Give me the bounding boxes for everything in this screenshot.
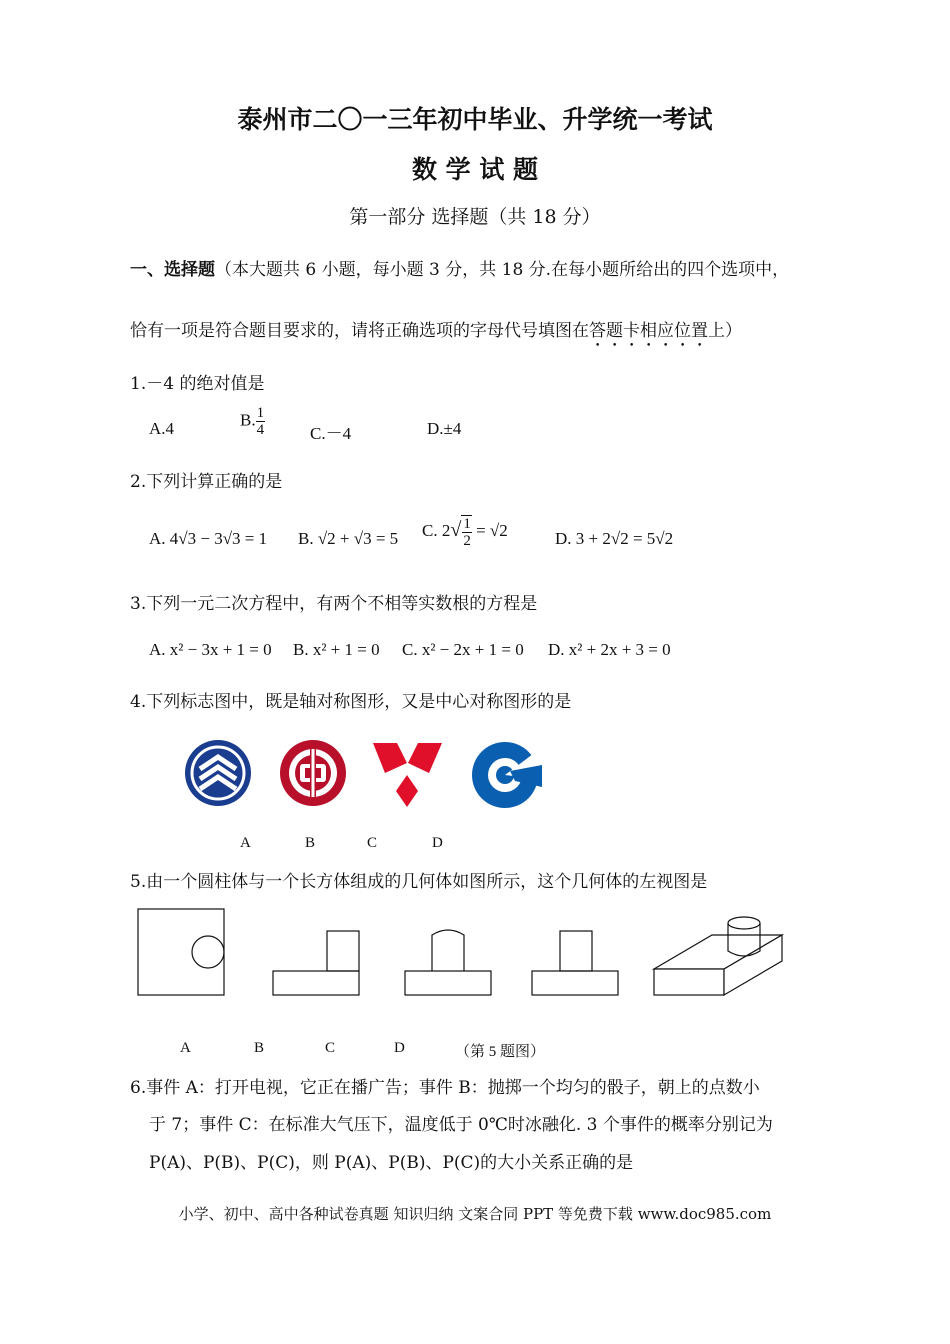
q2-option-d: D. 3 + 2√2 = 5√2 bbox=[555, 529, 674, 548]
section-heading: 一、选择题 bbox=[130, 260, 215, 280]
q5-stem: 5.由一个圆柱体与一个长方体组成的几何体如图所示，这个几何体的左视图是 bbox=[130, 872, 708, 892]
q5-label-b: B bbox=[254, 1040, 265, 1056]
logo-b-bank-of-china-icon bbox=[280, 740, 346, 806]
q3-option-b: B. x² + 1 = 0 bbox=[293, 640, 380, 659]
q2-stem: 2.下列计算正确的是 bbox=[130, 472, 283, 492]
section-description-a: （本大题共 6 小题，每小题 3 分，共 18 分.在每小题所给出的四个选项中， bbox=[215, 260, 790, 280]
section-intro-line2 bbox=[130, 316, 742, 351]
q5-figures bbox=[130, 905, 790, 1005]
q4-stem: 4.下列标志图中，既是轴对称图形，又是中心对称图形的是 bbox=[130, 692, 572, 712]
q1-stem: 1.－4 的绝对值是 bbox=[130, 374, 265, 394]
q5-label-a: A bbox=[180, 1040, 191, 1056]
q2-fraction-numerator: 1 bbox=[463, 516, 471, 532]
q5-label-c: C bbox=[325, 1040, 336, 1056]
q1-option-b-fraction bbox=[256, 405, 266, 438]
q1-option-b bbox=[240, 405, 265, 438]
q2-option-b: B. √2 + √3 = 5 bbox=[298, 529, 399, 548]
part-heading: 第一部分 选择题（共 18 分） bbox=[349, 206, 601, 228]
q1-option-a: A.4 bbox=[149, 419, 175, 438]
q3-option-a: A. x² − 3x + 1 = 0 bbox=[149, 640, 272, 659]
q5-figure-b-icon bbox=[273, 931, 359, 995]
q2-fraction-denominator: 2 bbox=[463, 533, 471, 549]
q2-option-c-prefix: C. 2 bbox=[422, 520, 451, 540]
q2-option-c-suffix: = √2 bbox=[476, 520, 508, 540]
q4-label-c: C bbox=[367, 835, 378, 851]
q3-option-c: C. x² − 2x + 1 = 0 bbox=[402, 640, 524, 659]
exam-title: 泰州市二〇一三年初中毕业、升学统一考试 bbox=[237, 105, 713, 134]
radical-sign-icon: √ bbox=[450, 518, 462, 541]
q3-option-d: D. x² + 2x + 3 = 0 bbox=[548, 640, 671, 659]
logo-a-china-mobile-icon bbox=[185, 740, 251, 806]
q5-figure-d-icon bbox=[532, 931, 618, 995]
q3-stem: 3.下列一元二次方程中，有两个不相等实数根的方程是 bbox=[130, 594, 538, 614]
logo-d-construction-bank-icon bbox=[472, 742, 550, 808]
section-description-emphasis: 答题卡相应位置 bbox=[589, 321, 708, 341]
section-intro-line1 bbox=[130, 255, 789, 280]
q2-option-c-fraction bbox=[461, 515, 472, 549]
q1-option-b-prefix: B. bbox=[240, 410, 256, 430]
logo-c-three-diamond-icon bbox=[373, 743, 442, 807]
q5-figure-c-icon bbox=[405, 930, 491, 995]
q6-line2: 于 7；事件 C：在标准大气压下，温度低于 0℃时冰融化. 3 个事件的概率分别记为 bbox=[149, 1115, 773, 1135]
q6-line3: P(A)、P(B)、P(C)，则 P(A)、P(B)、P(C)的大小关系正确的是 bbox=[149, 1153, 634, 1173]
q5-label-d: D bbox=[394, 1040, 405, 1056]
q6-line1: 6.事件 A：打开电视，它正在播广告；事件 B：抛掷一个均匀的骰子，朝上的点数小 bbox=[130, 1078, 760, 1098]
q1-option-d: D.±4 bbox=[427, 419, 462, 438]
q4-logos bbox=[180, 735, 550, 815]
exam-subtitle: 数 学 试 题 bbox=[411, 155, 539, 184]
section-description-b3: 上） bbox=[708, 321, 742, 341]
q2-option-c bbox=[422, 515, 508, 549]
q4-label-b: B bbox=[305, 835, 316, 851]
q1-fraction-numerator: 1 bbox=[256, 405, 265, 421]
q5-figure-a-icon bbox=[138, 909, 224, 995]
q1-option-c: C.－4 bbox=[310, 424, 352, 443]
q1-fraction-denominator: 4 bbox=[256, 422, 265, 438]
section-description-b1: 恰有一项是符合题目要求的，请将正确选项的字母代号填图在 bbox=[130, 321, 589, 341]
q4-label-d: D bbox=[432, 835, 443, 851]
q2-option-a: A. 4√3 − 3√3 = 1 bbox=[149, 529, 268, 548]
page-footer: 小学、初中、高中各种试卷真题 知识归纳 文案合同 PPT 等免费下载 www.doc985.com bbox=[178, 1205, 772, 1223]
q5-3d-solid-icon bbox=[654, 917, 782, 995]
q4-label-a: A bbox=[240, 835, 251, 851]
q5-figure-caption: （第 5 题图） bbox=[455, 1044, 546, 1060]
